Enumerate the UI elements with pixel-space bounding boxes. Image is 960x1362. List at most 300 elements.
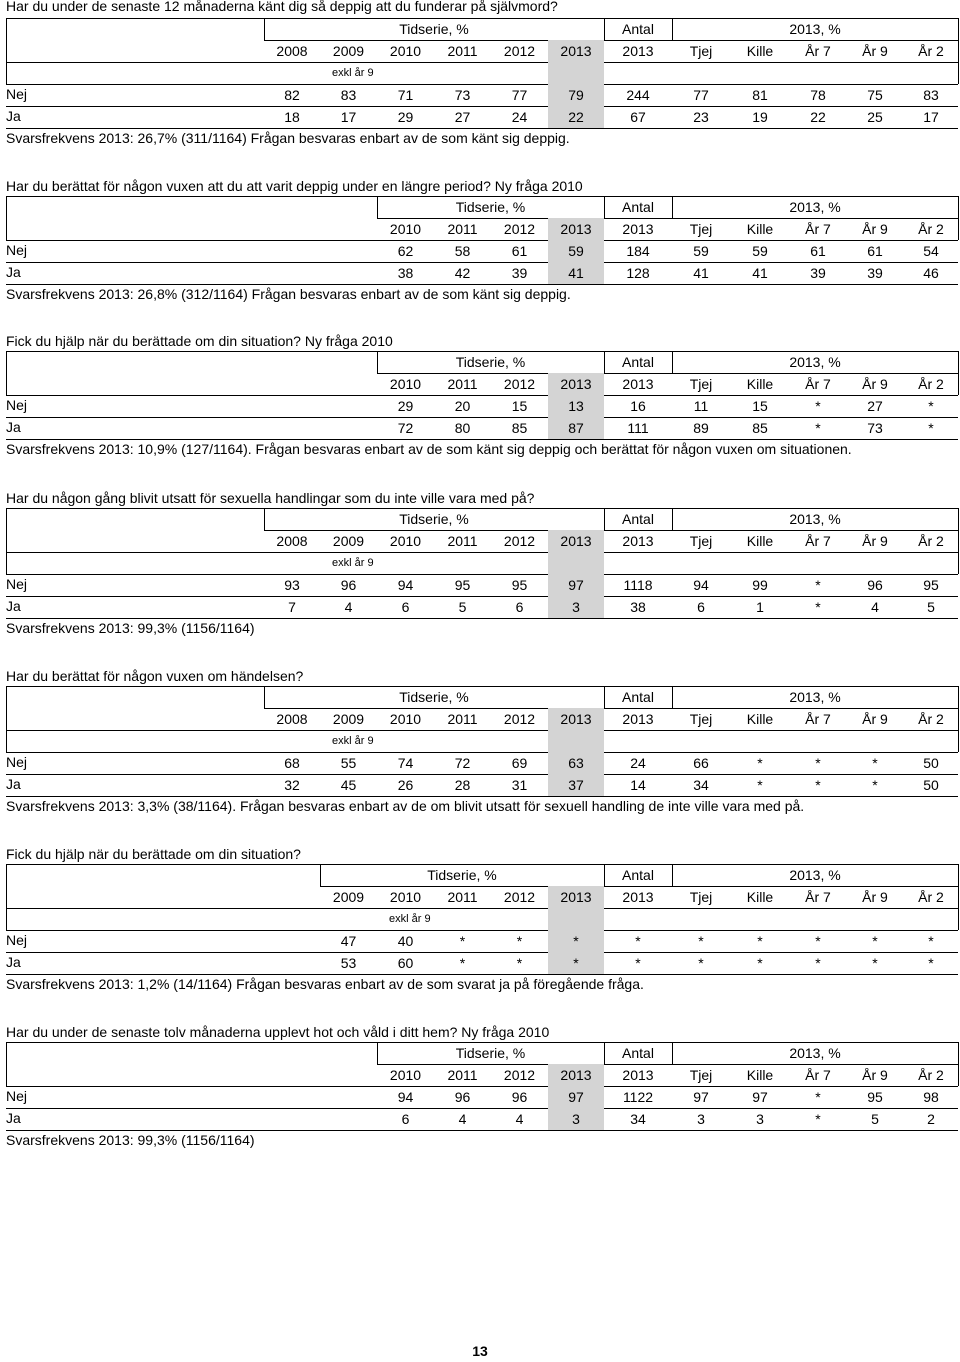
table-cell: 59: [752, 243, 768, 259]
table-cell: 53: [340, 955, 357, 971]
table-cell: 79: [548, 84, 604, 106]
table-cell: 68: [284, 755, 300, 771]
year-header: 2011: [447, 1067, 478, 1083]
table-cell: 17: [340, 109, 357, 125]
column-header: Kille: [746, 533, 774, 549]
table-cell: 23: [693, 109, 709, 125]
grid-rule: [6, 796, 958, 797]
table-cell: 1122: [622, 1089, 654, 1105]
table-cell: 4: [458, 1111, 467, 1127]
table-cell: 47: [340, 933, 357, 949]
table-cell: 24: [630, 755, 646, 771]
column-header: År 9: [862, 221, 888, 237]
shaded-cell: [548, 552, 604, 574]
antal-header: Antal: [622, 689, 654, 705]
year-header: 2009: [332, 533, 365, 549]
table-cell: 89: [693, 420, 709, 436]
pct2013-header: 2013, %: [789, 199, 841, 215]
column-header: 2013: [622, 1067, 654, 1083]
row-label: Ja: [6, 264, 21, 280]
table-cell: 97: [548, 1086, 604, 1108]
table-cell: 77: [511, 87, 528, 103]
table-cell: 87: [548, 417, 604, 439]
table-cell: *: [872, 933, 878, 949]
year-header: 2012: [503, 376, 536, 392]
row-label: Nej: [6, 86, 28, 102]
grid-divider: [958, 686, 959, 752]
response-rate-note: Svarsfrekvens 2013: 99,3% (1156/1164): [6, 1132, 255, 1148]
survey-section: [0, 178, 960, 356]
pct2013-header: 2013, %: [789, 21, 841, 37]
year-header: 2013: [548, 530, 604, 552]
table-cell: 17: [923, 109, 939, 125]
year-header: 2013: [548, 1064, 604, 1086]
year-header: 2009: [332, 711, 365, 727]
table-cell: 31: [511, 777, 528, 793]
grid-divider: [6, 864, 7, 930]
year-header: 2011: [447, 533, 478, 549]
table-cell: *: [516, 955, 523, 971]
table-cell: 61: [867, 243, 883, 259]
table-cell: 96: [454, 1089, 471, 1105]
row-label: Ja: [6, 419, 21, 435]
table-cell: 55: [340, 755, 357, 771]
column-header: Tjej: [689, 533, 713, 549]
table-cell: 95: [454, 577, 471, 593]
table-cell: 75: [867, 87, 883, 103]
year-header: 2010: [389, 43, 422, 59]
question-title: Har du berättat för någon vuxen om händelsen?: [6, 668, 304, 684]
table-cell: 50: [923, 777, 939, 793]
table-cell: 63: [548, 752, 604, 774]
table-cell: 40: [397, 933, 414, 949]
table-cell: 85: [511, 420, 528, 436]
year-header: 2012: [503, 711, 536, 727]
year-header: 2012: [503, 221, 536, 237]
year-header: 2013: [548, 40, 604, 62]
table-cell: 46: [923, 265, 939, 281]
table-cell: 97: [548, 574, 604, 596]
table-cell: 54: [923, 243, 939, 259]
table-cell: 18: [284, 109, 300, 125]
table-cell: 39: [810, 265, 826, 281]
table-cell: 29: [397, 398, 414, 414]
table-cell: *: [815, 577, 821, 593]
column-header: Tjej: [689, 43, 713, 59]
column-header: Tjej: [689, 711, 713, 727]
table-cell: 60: [397, 955, 414, 971]
table-cell: 7: [288, 599, 296, 615]
table-cell: *: [872, 777, 878, 793]
table-cell: 38: [397, 265, 414, 281]
survey-section: [0, 490, 960, 668]
table-cell: 22: [810, 109, 826, 125]
antal-header: Antal: [622, 1045, 654, 1061]
table-cell: *: [815, 777, 821, 793]
row-label: Nej: [6, 1088, 28, 1104]
table-cell: *: [872, 755, 878, 771]
pct2013-header: 2013, %: [789, 1045, 841, 1061]
column-header: 2013: [622, 889, 654, 905]
grid-rule: [6, 908, 958, 909]
antal-header: Antal: [622, 199, 654, 215]
table-cell: 24: [511, 109, 528, 125]
row-label: Ja: [6, 776, 21, 792]
question-title: Fick du hjälp när du berättade om din situation? Ny fråga 2010: [6, 333, 393, 349]
grid-rule: [6, 730, 958, 731]
table-cell: 3: [697, 1111, 705, 1127]
column-header: År 2: [918, 533, 944, 549]
grid-divider: [958, 18, 959, 84]
table-cell: 4: [871, 599, 879, 615]
table-cell: 15: [752, 398, 768, 414]
table-cell: *: [815, 933, 821, 949]
column-header: 2013: [622, 376, 654, 392]
column-header: Tjej: [689, 376, 713, 392]
year-header: 2010: [389, 1067, 422, 1083]
table-cell: *: [698, 933, 704, 949]
table-cell: *: [928, 398, 934, 414]
table-cell: 34: [630, 1111, 646, 1127]
table-cell: 5: [927, 599, 935, 615]
table-cell: 72: [397, 420, 414, 436]
pct2013-header: 2013, %: [789, 689, 841, 705]
table-cell: 93: [284, 577, 300, 593]
table-cell: *: [928, 420, 934, 436]
table-cell: 73: [454, 87, 471, 103]
grid-rule: [6, 439, 958, 440]
column-header: Kille: [746, 221, 774, 237]
table-cell: 82: [284, 87, 300, 103]
year-header: 2012: [503, 889, 536, 905]
table-cell: 3: [548, 1108, 604, 1130]
column-header: 2013: [622, 43, 654, 59]
table-cell: 45: [340, 777, 357, 793]
exkl-label: exkl år 9: [332, 67, 374, 79]
table-cell: 96: [867, 577, 883, 593]
table-cell: 72: [454, 755, 471, 771]
table-cell: 80: [454, 420, 471, 436]
table-cell: 13: [548, 395, 604, 417]
table-cell: *: [815, 599, 821, 615]
table-cell: 6: [401, 599, 410, 615]
column-header: År 7: [805, 533, 831, 549]
year-header: 2013: [548, 218, 604, 240]
table-cell: 98: [923, 1089, 939, 1105]
table-cell: 34: [693, 777, 709, 793]
table-cell: 6: [515, 599, 524, 615]
shaded-cell: [548, 908, 604, 930]
table-cell: 99: [752, 577, 768, 593]
year-header: 2010: [389, 711, 422, 727]
year-header: 2010: [389, 889, 422, 905]
table-cell: 26: [397, 777, 414, 793]
table-cell: 20: [454, 398, 471, 414]
table-cell: 41: [693, 265, 709, 281]
year-header: 2009: [332, 43, 365, 59]
table-cell: 29: [397, 109, 414, 125]
table-cell: 32: [284, 777, 300, 793]
table-cell: 94: [693, 577, 709, 593]
column-header: År 2: [918, 221, 944, 237]
row-label: Ja: [6, 954, 21, 970]
page-number: 13: [472, 1343, 488, 1359]
row-label: Nej: [6, 397, 28, 413]
table-cell: 37: [548, 774, 604, 796]
row-label: Ja: [6, 598, 21, 614]
shaded-cell: [548, 62, 604, 84]
table-cell: 38: [630, 599, 646, 615]
table-cell: 41: [752, 265, 768, 281]
table-cell: *: [757, 755, 763, 771]
table-cell: 42: [454, 265, 471, 281]
question-title: Har du berättat för någon vuxen att du att varit deppig under en längre period? Ny fråga 2010: [6, 178, 583, 194]
column-header: År 9: [862, 376, 888, 392]
antal-header: Antal: [622, 867, 654, 883]
column-header: År 2: [918, 376, 944, 392]
grid-rule: [6, 974, 958, 975]
table-cell: 2: [927, 1111, 935, 1127]
table-cell: 184: [626, 243, 650, 259]
table-cell: *: [815, 420, 821, 436]
year-header: 2010: [389, 221, 422, 237]
grid-rule: [6, 552, 958, 553]
table-cell: *: [872, 955, 878, 971]
table-cell: 1118: [623, 577, 653, 593]
pct2013-header: 2013, %: [789, 354, 841, 370]
tidserie-header: Tidserie, %: [399, 21, 469, 37]
table-cell: 5: [871, 1111, 879, 1127]
year-header: 2012: [503, 1067, 536, 1083]
year-header: 2010: [389, 376, 422, 392]
table-cell: 97: [752, 1089, 768, 1105]
table-cell: 16: [630, 398, 646, 414]
table-cell: *: [698, 955, 704, 971]
exkl-label: exkl år 9: [389, 913, 431, 925]
table-cell: 3: [756, 1111, 764, 1127]
survey-section: [0, 0, 960, 178]
table-cell: 1: [756, 599, 764, 615]
table-cell: 73: [867, 420, 883, 436]
grid-rule: [6, 128, 958, 129]
table-cell: *: [635, 933, 641, 949]
table-cell: 25: [867, 109, 883, 125]
table-cell: 41: [548, 262, 604, 284]
table-cell: 59: [693, 243, 709, 259]
year-header: 2013: [548, 373, 604, 395]
grid-divider: [958, 196, 959, 240]
column-header: Kille: [746, 1067, 774, 1083]
table-cell: 58: [454, 243, 471, 259]
tidserie-header: Tidserie, %: [455, 199, 526, 215]
row-label: Ja: [6, 1110, 21, 1126]
question-title: Har du någon gång blivit utsatt för sexuella handlingar som du inte ville vara med på?: [6, 490, 535, 506]
grid-divider: [6, 508, 7, 574]
year-header: 2012: [503, 43, 536, 59]
table-cell: *: [757, 955, 763, 971]
question-title: Har du under de senaste 12 månaderna känt dig så deppig att du funderar på självmord?: [6, 0, 558, 14]
grid-divider: [6, 18, 7, 84]
antal-header: Antal: [622, 511, 654, 527]
table-cell: *: [815, 955, 821, 971]
table-cell: *: [548, 930, 604, 952]
column-header: År 7: [805, 1067, 831, 1083]
row-label: Nej: [6, 754, 28, 770]
table-cell: 78: [810, 87, 826, 103]
table-cell: 4: [344, 599, 353, 615]
year-header: 2009: [332, 889, 365, 905]
table-cell: *: [815, 1089, 821, 1105]
grid-divider: [958, 1042, 959, 1086]
table-cell: 15: [511, 398, 528, 414]
table-cell: 3: [548, 596, 604, 618]
table-cell: 85: [752, 420, 768, 436]
question-title: Har du under de senaste tolv månaderna upplevt hot och våld i ditt hem? Ny fråga 2010: [6, 1024, 550, 1040]
column-header: Kille: [746, 889, 774, 905]
table-cell: 69: [511, 755, 528, 771]
column-header: År 7: [805, 221, 831, 237]
grid-divider: [958, 864, 959, 930]
column-header: Kille: [746, 376, 774, 392]
table-cell: 96: [511, 1089, 528, 1105]
table-cell: 39: [511, 265, 528, 281]
survey-section: [0, 668, 960, 846]
grid-rule: [6, 284, 958, 285]
table-cell: 50: [923, 755, 939, 771]
table-cell: *: [928, 933, 934, 949]
row-label: Nej: [6, 576, 28, 592]
table-cell: 81: [752, 87, 768, 103]
year-header: 2011: [447, 221, 478, 237]
table-cell: 74: [397, 755, 414, 771]
year-header: 2008: [276, 533, 308, 549]
survey-section: [0, 333, 960, 511]
exkl-label: exkl år 9: [332, 557, 374, 569]
response-rate-note: Svarsfrekvens 2013: 1,2% (14/1164) Frågan besvaras enbart av de som svarat ja på föregående fråga.: [6, 976, 644, 992]
column-header: 2013: [622, 533, 654, 549]
year-header: 2008: [276, 43, 308, 59]
question-title: Fick du hjälp när du berättade om din situation?: [6, 846, 301, 862]
survey-section: [0, 846, 960, 1024]
year-header: 2010: [389, 533, 422, 549]
table-cell: 39: [867, 265, 883, 281]
tidserie-header: Tidserie, %: [427, 867, 497, 883]
grid-divider: [6, 686, 7, 752]
table-cell: 4: [515, 1111, 524, 1127]
table-cell: *: [548, 952, 604, 974]
table-cell: 5: [458, 599, 467, 615]
year-header: 2012: [503, 533, 536, 549]
column-header: År 7: [805, 43, 831, 59]
column-header: År 9: [862, 533, 888, 549]
grid-divider: [6, 196, 7, 240]
table-cell: *: [757, 777, 763, 793]
column-header: Tjej: [689, 1067, 713, 1083]
antal-header: Antal: [622, 21, 654, 37]
row-label: Nej: [6, 932, 28, 948]
column-header: 2013: [622, 711, 654, 727]
column-header: År 9: [862, 1067, 888, 1083]
table-cell: 66: [693, 755, 709, 771]
column-header: Kille: [746, 711, 774, 727]
table-cell: 11: [693, 398, 709, 414]
tidserie-header: Tidserie, %: [399, 689, 469, 705]
pct2013-header: 2013, %: [789, 867, 841, 883]
column-header: År 9: [862, 889, 888, 905]
table-cell: 14: [630, 777, 646, 793]
grid-rule: [6, 1130, 958, 1131]
grid-divider: [958, 508, 959, 574]
year-header: 2008: [276, 711, 308, 727]
year-header: 2011: [447, 376, 478, 392]
table-cell: 62: [397, 243, 414, 259]
table-cell: 83: [340, 87, 357, 103]
shaded-cell: [548, 730, 604, 752]
grid-divider: [6, 351, 7, 395]
column-header: Tjej: [689, 221, 713, 237]
table-cell: 244: [626, 87, 650, 103]
year-header: 2011: [447, 711, 478, 727]
antal-header: Antal: [622, 354, 654, 370]
survey-section: [0, 1024, 960, 1202]
table-cell: 95: [923, 577, 939, 593]
response-rate-note: Svarsfrekvens 2013: 3,3% (38/1164). Frågan besvaras enbart av de om blivit utsatt för sexuell handling de inte ville vara med på.: [6, 798, 805, 814]
table-cell: 83: [923, 87, 939, 103]
table-cell: *: [815, 755, 821, 771]
row-label: Nej: [6, 242, 28, 258]
tidserie-header: Tidserie, %: [399, 511, 469, 527]
table-cell: *: [928, 955, 934, 971]
table-cell: 27: [867, 398, 883, 414]
column-header: 2013: [622, 221, 654, 237]
table-cell: *: [516, 933, 523, 949]
table-cell: 128: [626, 265, 650, 281]
column-header: År 9: [862, 43, 888, 59]
table-cell: 96: [340, 577, 357, 593]
response-rate-note: Svarsfrekvens 2013: 26,7% (311/1164) Frågan besvaras enbart av de som känt sig deppig.: [6, 130, 570, 146]
table-cell: 22: [548, 106, 604, 128]
table-cell: 19: [752, 109, 768, 125]
column-header: År 7: [805, 889, 831, 905]
table-cell: 27: [454, 109, 471, 125]
grid-divider: [958, 351, 959, 395]
table-cell: 94: [397, 577, 414, 593]
tidserie-header: Tidserie, %: [455, 354, 526, 370]
pct2013-header: 2013, %: [789, 511, 841, 527]
column-header: År 7: [805, 711, 831, 727]
table-cell: 95: [867, 1089, 883, 1105]
table-cell: 111: [627, 420, 649, 436]
column-header: År 2: [918, 1067, 944, 1083]
table-cell: 61: [511, 243, 528, 259]
grid-divider: [6, 1042, 7, 1086]
table-cell: 67: [630, 109, 646, 125]
table-cell: 6: [697, 599, 705, 615]
table-cell: 6: [401, 1111, 410, 1127]
response-rate-note: Svarsfrekvens 2013: 99,3% (1156/1164): [6, 620, 255, 636]
column-header: År 7: [805, 376, 831, 392]
year-header: 2011: [447, 889, 478, 905]
table-cell: 28: [454, 777, 471, 793]
table-cell: *: [635, 955, 641, 971]
tidserie-header: Tidserie, %: [455, 1045, 526, 1061]
table-cell: 61: [810, 243, 826, 259]
response-rate-note: Svarsfrekvens 2013: 26,8% (312/1164) Frågan besvaras enbart av de som känt sig deppig.: [6, 286, 571, 302]
table-cell: 94: [397, 1089, 414, 1105]
column-header: Tjej: [689, 889, 713, 905]
column-header: År 2: [918, 889, 944, 905]
grid-rule: [6, 618, 958, 619]
